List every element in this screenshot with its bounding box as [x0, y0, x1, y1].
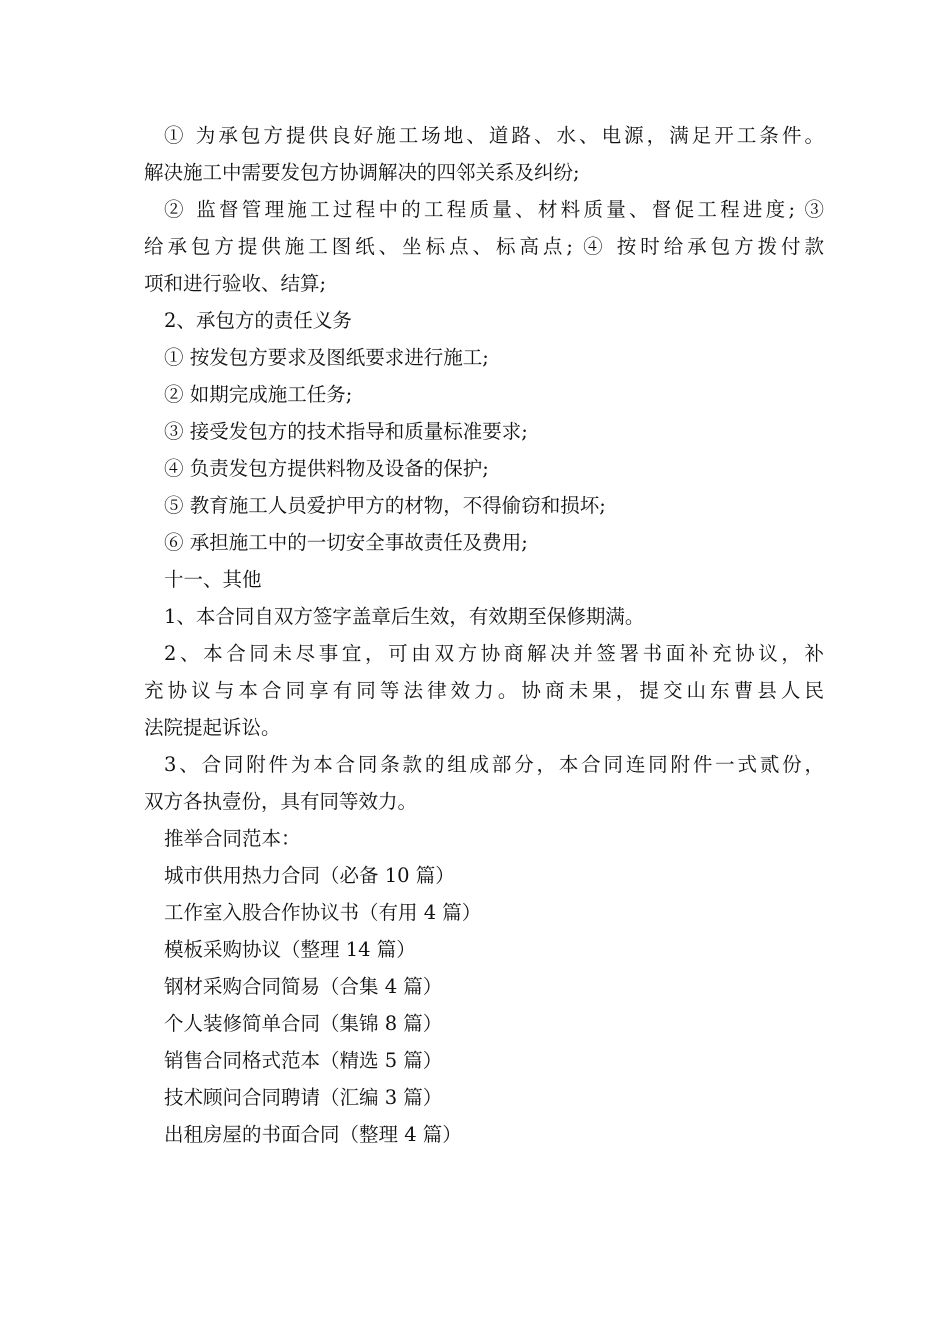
recommend-link[interactable] — [144, 1005, 824, 1042]
text-line: 技术顾问合同聘请（汇编 3 篇） — [164, 1086, 443, 1109]
text-line: ① 按发包方要求及图纸要求进行施工; — [164, 346, 489, 369]
section-heading — [144, 561, 824, 598]
list-item — [144, 524, 824, 561]
text-line: 3、合同附件为本合同条款的组成部分，本合同连同附件一式贰份， — [164, 753, 824, 776]
list-item — [144, 413, 824, 450]
list-item — [144, 339, 824, 376]
list-item — [144, 376, 824, 413]
text-line: 个人装修简单合同（集锦 8 篇） — [164, 1012, 443, 1035]
text-line: 十一、其他 — [164, 568, 262, 591]
section-heading — [144, 302, 824, 339]
recommend-link[interactable] — [144, 857, 824, 894]
text-line: 销售合同格式范本（精选 5 篇） — [164, 1049, 443, 1072]
text-line: 推举合同范本： — [164, 827, 301, 850]
text-line: 项和进行验收、结算; — [144, 272, 327, 295]
recommend-link[interactable] — [144, 931, 824, 968]
text-line: 1、本合同自双方签字盖章后生效，有效期至保修期满。 — [164, 605, 645, 628]
recommend-heading — [144, 820, 824, 857]
text-line: 工作室入股合作协议书（有用 4 篇） — [164, 901, 482, 924]
text-line: 模板采购协议（整理 14 篇） — [164, 938, 416, 961]
text-line: 钢材采购合同简易（合集 4 篇） — [164, 975, 443, 998]
recommend-link[interactable] — [144, 1079, 824, 1116]
document-body — [144, 117, 824, 1153]
text-line: ⑤ 教育施工人员爱护甲方的材物，不得偷窃和损坏; — [164, 494, 606, 517]
text-line: ⑥ 承担施工中的一切安全事故责任及费用; — [164, 531, 528, 554]
list-item — [144, 450, 824, 487]
text-line: 解决施工中需要发包方协调解决的四邻关系及纠纷; — [144, 161, 580, 184]
text-line: 出租房屋的书面合同（整理 4 篇） — [164, 1123, 462, 1146]
text-line: 充协议与本合同享有同等法律效力。协商未果，提交山东曹县人民 — [144, 679, 824, 702]
text-line: ② 如期完成施工任务; — [164, 383, 353, 406]
text-line: 2、本合同未尽事宜，可由双方协商解决并签署书面补充协议，补 — [164, 642, 824, 665]
recommend-link[interactable] — [144, 968, 824, 1005]
recommend-link[interactable] — [144, 1116, 824, 1153]
paragraph — [144, 746, 824, 820]
text-line: ④ 负责发包方提供料物及设备的保护; — [164, 457, 489, 480]
text-line: 给承包方提供施工图纸、坐标点、标高点; ④ 按时给承包方拨付款 — [144, 235, 824, 258]
paragraph — [144, 191, 824, 302]
recommend-link[interactable] — [144, 894, 824, 931]
text-line: 2、承包方的责任义务 — [164, 309, 352, 332]
paragraph — [144, 635, 824, 746]
text-line: ② 监督管理施工过程中的工程质量、材料质量、督促工程进度; ③ — [164, 198, 824, 221]
list-item — [144, 487, 824, 524]
text-line: 城市供用热力合同（必备 10 篇） — [164, 864, 455, 887]
text-line: ① 为承包方提供良好施工场地、道路、水、电源，满足开工条件。 — [164, 124, 824, 147]
paragraph — [144, 117, 824, 191]
text-line: 双方各执壹份，具有同等效力。 — [144, 790, 418, 813]
text-line: 法院提起诉讼。 — [144, 716, 281, 739]
text-line: ③ 接受发包方的技术指导和质量标准要求; — [164, 420, 528, 443]
paragraph — [144, 598, 824, 635]
recommend-link[interactable] — [144, 1042, 824, 1079]
